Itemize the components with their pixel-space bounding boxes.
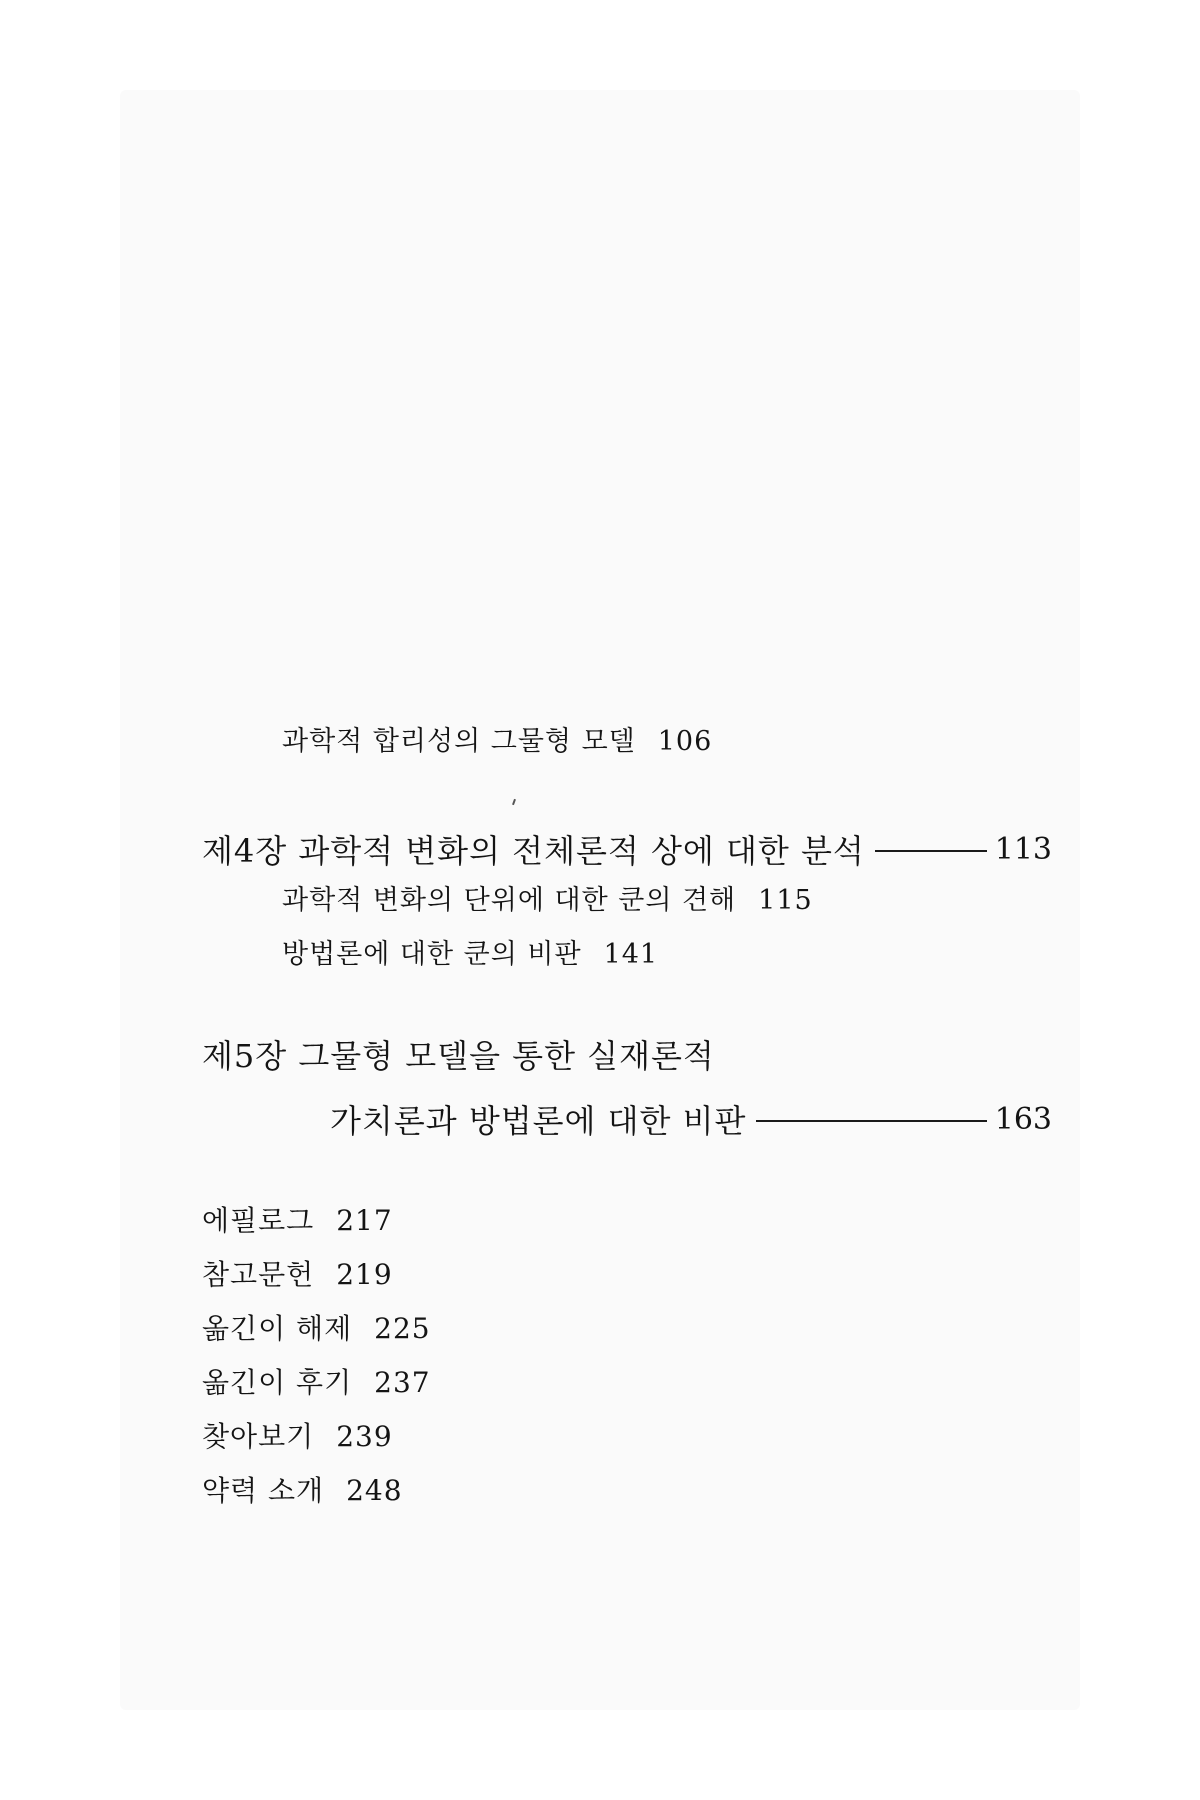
- chapter-page: 163: [994, 1101, 1052, 1137]
- toc-entry-page: 248: [346, 1474, 403, 1507]
- toc-entry-title: 에필로그: [202, 1204, 315, 1237]
- toc-entry-index: [202, 1420, 393, 1453]
- toc-entry-title: 약력 소개: [202, 1474, 325, 1507]
- toc-entry-ch4-section-1: [282, 887, 813, 914]
- toc-entry-page: 219: [336, 1258, 393, 1291]
- toc-entry-page: 217: [336, 1204, 393, 1237]
- toc-entry-title: 찾아보기: [202, 1420, 315, 1453]
- chapter-page: 113: [994, 831, 1052, 867]
- toc-entry-title: 참고문헌: [202, 1258, 315, 1291]
- toc-entry-sub-prev: [282, 728, 712, 755]
- toc-entry-title: 옮긴이 후기: [202, 1366, 353, 1399]
- toc-entry-title: 과학적 변화의 단위에 대한 쿤의 견해: [282, 885, 737, 916]
- leader-line: [756, 1120, 986, 1122]
- toc-entry-title: 방법론에 대한 쿤의 비판: [282, 939, 582, 970]
- toc-entry-page: 225: [374, 1312, 431, 1345]
- toc-entry-title: 과학적 합리성의 그물형 모델: [282, 726, 636, 757]
- chapter-5-title-line-1: 제5장 그물형 모델을 통한 실재론적: [202, 1037, 715, 1075]
- toc-chapter-5: [330, 1096, 1052, 1142]
- chapter-title: 제4장 과학적 변화의 전체론적 상에 대한 분석: [202, 832, 865, 870]
- chapter-5-title-line-2: 가치론과 방법론에 대한 비판: [330, 1102, 747, 1140]
- leader-line: [875, 850, 987, 852]
- toc-entry-page: 239: [336, 1420, 393, 1453]
- toc-entry-epilogue: [202, 1204, 393, 1237]
- toc-entry-ch4-section-2: [282, 941, 658, 968]
- toc-entry-page: 115: [758, 885, 813, 916]
- toc-entry-author-bio: [202, 1474, 403, 1507]
- toc-entry-translator-afterword: [202, 1366, 431, 1399]
- toc-entry-translator-commentary: [202, 1312, 431, 1345]
- toc-entry-title: 옮긴이 해제: [202, 1312, 353, 1345]
- toc-entry-page: 141: [603, 939, 659, 970]
- toc-entry-page: 237: [374, 1366, 431, 1399]
- toc-chapter-4: [202, 826, 1052, 872]
- toc-entry-references: [202, 1258, 393, 1291]
- toc-entry-page: 106: [657, 726, 713, 757]
